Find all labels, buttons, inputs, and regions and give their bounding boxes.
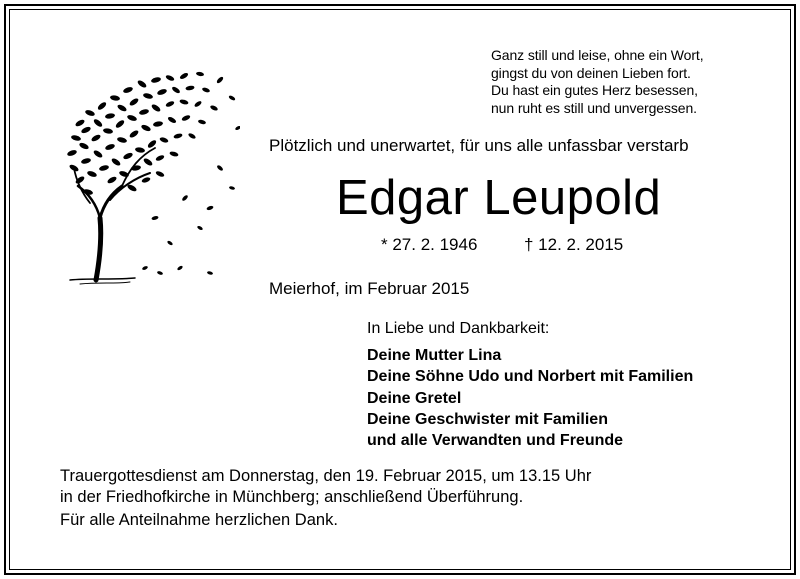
mourners-list: [367, 345, 693, 451]
deceased-name: Edgar Leupold: [336, 171, 662, 225]
service-info: [60, 466, 591, 508]
poem: [491, 47, 703, 117]
mourner-line: Deine Söhne Udo und Norbert mit Familien: [367, 368, 694, 386]
service-line: in der Friedhofkirche in Münchberg; anschließend Überführung.: [60, 488, 524, 506]
windblown-tree-icon: [60, 68, 240, 288]
poem-line: Du hast ein gutes Herz besessen,: [491, 82, 698, 98]
mourners-intro: In Liebe und Dankbarkeit:: [367, 320, 550, 337]
mourner-line: Deine Mutter Lina: [367, 347, 502, 364]
mourner-line: und alle Verwandten und Freunde: [367, 432, 624, 450]
birth-date: * 27. 2. 1946: [381, 235, 478, 254]
mourner-line: Deine Geschwister mit Familien: [367, 410, 608, 428]
mourner-line: Deine Gretel: [367, 389, 462, 407]
poem-line: nun ruht es still und unvergessen.: [491, 99, 697, 116]
service-line: Trauergottesdienst am Donnerstag, den 19. Februar 2015, um 13.15 Uhr: [60, 467, 592, 485]
place-date: Meierhof, im Februar 2015: [269, 279, 470, 298]
announcement-intro: Plötzlich und unerwartet, für uns alle unfassbar verstarb: [269, 136, 689, 155]
thanks-line: Für alle Anteilnahme herzlichen Dank.: [60, 511, 338, 529]
death-date: † 12. 2. 2015: [524, 235, 624, 254]
poem-line: Ganz still und leise, ohne ein Wort,: [491, 47, 704, 63]
poem-line: gingst du von deinen Lieben fort.: [491, 64, 691, 81]
